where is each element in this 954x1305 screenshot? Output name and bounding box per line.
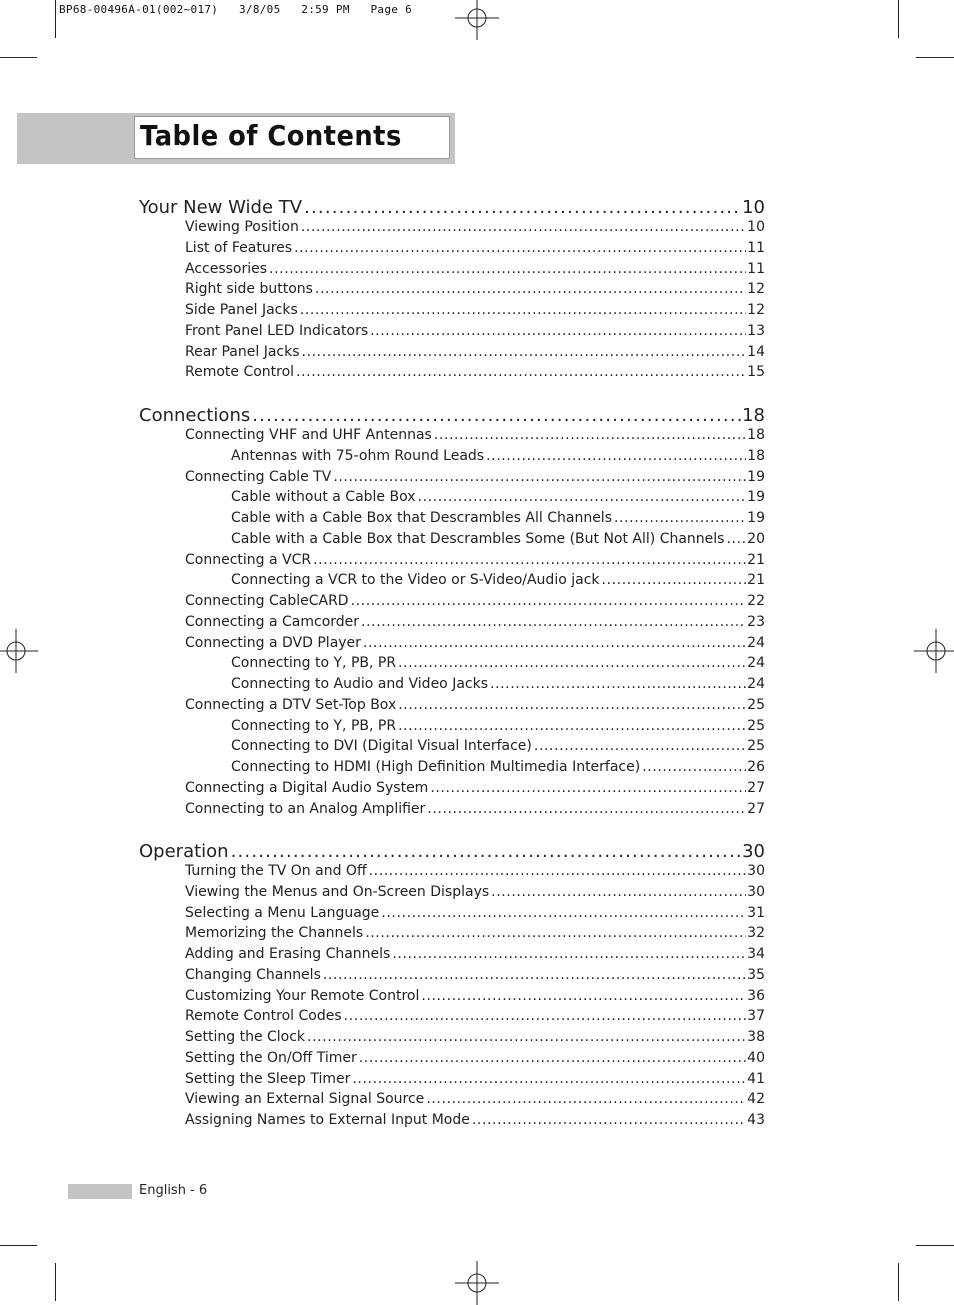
toc-entry[interactable] <box>231 530 765 549</box>
toc-page-number: 12 <box>747 302 765 318</box>
toc-entry-label: Connecting to HDMI (High Definition Multimedia Interface) <box>231 759 641 775</box>
toc-page-number: 27 <box>747 779 765 796</box>
toc-entry[interactable] <box>185 218 765 237</box>
dot-leader <box>269 260 746 279</box>
dot-leader <box>296 363 746 382</box>
toc-section-heading[interactable] <box>139 404 765 428</box>
registration-mark-icon <box>0 629 38 673</box>
toc-entry[interactable] <box>231 717 765 736</box>
toc-page-number: 30 <box>742 841 765 862</box>
toc-page-number: 26 <box>747 759 765 775</box>
toc-page-number: 24 <box>747 634 765 651</box>
toc-page-number: 25 <box>747 696 765 713</box>
toc-page-number: 18 <box>742 405 765 426</box>
toc-entry-label: Viewing an External Signal Source <box>185 1091 425 1108</box>
toc-page-number: 20 <box>747 530 765 547</box>
dot-leader <box>426 1090 746 1109</box>
toc-entry-label: Viewing Position <box>185 219 299 235</box>
toc-entry-label: Connecting a DTV Set-Top Box <box>185 696 397 713</box>
toc-entry[interactable] <box>185 280 765 299</box>
crop-mark <box>898 1263 899 1301</box>
toc-entry-label: Customizing Your Remote Control <box>185 987 420 1004</box>
toc-entry-label: Operation <box>139 841 229 862</box>
dot-leader <box>491 883 746 902</box>
toc-page-number: 18 <box>747 447 765 464</box>
toc-section-heading[interactable] <box>139 840 765 864</box>
toc-entry[interactable] <box>231 654 765 673</box>
toc-page-number: 19 <box>747 468 765 485</box>
toc-entry-label: Side Panel Jacks <box>185 302 298 318</box>
toc-entry-label: Viewing the Menus and On-Screen Displays <box>185 883 490 900</box>
dot-leader <box>301 218 746 237</box>
toc-page-number: 27 <box>747 800 765 817</box>
toc-entry-label: Turning the TV On and Off <box>185 863 367 879</box>
toc-entry[interactable] <box>185 301 765 320</box>
toc-entry[interactable] <box>231 737 765 756</box>
crop-mark <box>0 1245 37 1246</box>
dot-leader <box>294 239 746 258</box>
toc-entry[interactable] <box>185 343 765 362</box>
toc-entry[interactable] <box>231 447 765 466</box>
toc-entry-label: Connecting Cable TV <box>185 468 332 485</box>
toc-entry-label: Cable with a Cable Box that Descrambles Some (But Not All) Channels <box>231 530 725 547</box>
toc-page-number: 30 <box>747 863 765 879</box>
toc-entry[interactable] <box>231 758 765 777</box>
toc-entry-label: Connecting to Y, PB, PR <box>231 655 397 672</box>
dot-leader <box>614 509 746 528</box>
toc-entry-label: Accessories <box>185 260 268 277</box>
dot-leader <box>361 613 746 632</box>
toc-page-number: 43 <box>747 1112 765 1128</box>
dot-leader <box>602 571 747 590</box>
toc-entry-label: Connecting a VCR <box>185 551 312 568</box>
toc-page-number: 24 <box>747 676 765 692</box>
toc-entry[interactable] <box>185 883 765 902</box>
dot-leader <box>486 447 746 466</box>
toc-entry-label: Connecting a Digital Audio System <box>185 779 429 796</box>
toc-entry-label: Connections <box>139 405 251 426</box>
toc-page-number: 21 <box>747 551 765 568</box>
toc-entry-label: Your New Wide TV <box>139 197 303 218</box>
dot-leader <box>430 779 746 798</box>
toc-entry[interactable] <box>185 468 765 487</box>
toc-entry-label: Memorizing the Channels <box>185 925 364 942</box>
toc-entry[interactable] <box>231 488 765 507</box>
dot-leader <box>398 696 746 715</box>
toc-entry-label: Connecting to an Analog Amplifier <box>185 800 426 817</box>
crop-mark <box>898 0 899 38</box>
toc-page-number: 10 <box>742 197 765 218</box>
registration-mark-icon <box>914 629 954 673</box>
toc-entry-label: Cable without a Cable Box <box>231 489 416 506</box>
toc-entry-label: Connecting to Y, PB, PR <box>231 717 397 734</box>
toc-entry[interactable] <box>185 592 765 611</box>
toc-page-number: 36 <box>747 987 765 1004</box>
dot-leader <box>370 322 746 341</box>
dot-leader <box>359 1049 746 1068</box>
toc-entry[interactable] <box>185 1111 765 1130</box>
toc-entry[interactable] <box>185 426 765 445</box>
toc-entry-label: Cable with a Cable Box that Descrambles All Channels <box>231 510 612 526</box>
page-number: English - 6 <box>139 1183 208 1198</box>
dot-leader <box>490 675 746 694</box>
toc-entry[interactable] <box>185 945 765 964</box>
toc-entry-label: Setting the Clock <box>185 1029 306 1045</box>
dot-leader <box>315 280 746 299</box>
toc-entry[interactable] <box>185 613 765 632</box>
toc-section-heading[interactable] <box>139 196 765 220</box>
dot-leader <box>352 1070 746 1089</box>
dot-leader <box>231 840 742 864</box>
toc-page-number: 31 <box>747 904 765 921</box>
toc-entry-label: Remote Control Codes <box>185 1008 342 1025</box>
toc-page-number: 40 <box>747 1049 765 1066</box>
dot-leader <box>304 196 741 220</box>
toc-entry-label: Rear Panel Jacks <box>185 343 300 360</box>
title-box <box>134 116 450 159</box>
toc-page-number: 19 <box>747 510 765 526</box>
toc-entry[interactable] <box>231 509 765 528</box>
dot-leader <box>472 1111 746 1130</box>
toc-entry[interactable] <box>231 675 765 694</box>
toc-page-number: 14 <box>747 343 765 360</box>
dot-leader <box>363 634 746 653</box>
toc-entry-label: List of Features <box>185 239 293 256</box>
toc-page-number: 22 <box>747 593 765 609</box>
toc-entry-label: Changing Channels <box>185 966 321 983</box>
toc-page-number: 25 <box>747 738 765 755</box>
registration-mark-icon <box>455 0 499 40</box>
dot-leader <box>418 488 747 507</box>
toc-entry[interactable] <box>185 800 765 819</box>
toc-entry-label: Right side buttons <box>185 281 313 298</box>
toc-page-number: 24 <box>747 655 765 672</box>
toc-entry-label: Assigning Names to External Input Mode <box>185 1112 470 1128</box>
toc-entry[interactable] <box>185 1049 765 1068</box>
dot-leader <box>398 717 746 736</box>
toc-entry-label: Selecting a Menu Language <box>185 904 380 921</box>
registration-mark-icon <box>455 1261 499 1305</box>
toc-page-number: 37 <box>747 1008 765 1025</box>
crop-mark <box>55 0 56 38</box>
crop-mark <box>55 1263 56 1301</box>
toc-entry-label: Antennas with 75-ohm Round Leads <box>231 447 485 464</box>
toc-page-number: 11 <box>747 239 765 256</box>
toc-entry[interactable] <box>185 551 765 570</box>
dot-leader <box>534 737 746 756</box>
dot-leader <box>344 1007 747 1026</box>
dot-leader <box>642 758 746 777</box>
dot-leader <box>381 904 746 923</box>
toc-entry[interactable] <box>185 634 765 653</box>
crop-mark <box>916 57 954 58</box>
page-title: Table of Contents <box>140 119 402 152</box>
dot-leader <box>365 924 746 943</box>
print-header: BP68-00496A-01(002~017) 3/8/05 2:59 PM Page 6 <box>59 3 413 16</box>
dot-leader <box>252 404 741 428</box>
dot-leader <box>392 945 746 964</box>
dot-leader <box>421 987 746 1006</box>
toc-entry-label: Setting the Sleep Timer <box>185 1070 351 1087</box>
toc-entry-label: Connecting a VCR to the Video or S-Video/Audio jack <box>231 572 600 589</box>
toc-page-number: 30 <box>747 883 765 900</box>
toc-page-number: 25 <box>747 717 765 734</box>
toc-entry-label: Connecting to DVI (Digital Visual Interface) <box>231 738 532 755</box>
dot-leader <box>351 592 747 611</box>
dot-leader <box>427 800 746 819</box>
dot-leader <box>369 862 747 881</box>
dot-leader <box>313 551 746 570</box>
toc-page-number: 15 <box>747 364 765 381</box>
toc-entry[interactable] <box>185 904 765 923</box>
toc-entry-label: Connecting a DVD Player <box>185 634 361 651</box>
toc-page-number: 13 <box>747 322 765 339</box>
dot-leader <box>434 426 746 445</box>
toc-page-number: 34 <box>747 946 765 962</box>
toc-page-number: 10 <box>747 219 765 235</box>
crop-mark <box>916 1245 954 1246</box>
dot-leader <box>307 1028 746 1047</box>
dot-leader <box>333 468 746 487</box>
dot-leader <box>398 654 746 673</box>
toc-page-number: 32 <box>747 925 765 942</box>
toc-page-number: 41 <box>747 1070 765 1087</box>
toc-page-number: 19 <box>747 489 765 506</box>
toc-entry-label: Connecting a Camcorder <box>185 613 360 630</box>
toc-entry[interactable] <box>185 260 765 279</box>
toc-entry-label: Setting the On/Off Timer <box>185 1049 357 1066</box>
dot-leader <box>302 343 747 362</box>
toc-entry-label: Connecting to Audio and Video Jacks <box>231 676 489 692</box>
toc-entry[interactable] <box>231 571 765 590</box>
toc-entry[interactable] <box>185 1090 765 1109</box>
toc-entry[interactable] <box>185 987 765 1006</box>
toc-entry[interactable] <box>185 239 765 258</box>
toc-page-number: 11 <box>747 260 765 277</box>
toc-entry[interactable] <box>185 696 765 715</box>
toc-page-number: 35 <box>747 966 765 983</box>
toc-entry[interactable] <box>185 322 765 341</box>
toc-entry-label: Remote Control <box>185 364 295 381</box>
toc-entry[interactable] <box>185 1070 765 1089</box>
dot-leader <box>300 301 746 320</box>
toc-entry-label: Adding and Erasing Channels <box>185 946 391 962</box>
toc-page-number: 23 <box>747 613 765 630</box>
toc-page-number: 18 <box>747 427 765 443</box>
toc-entry[interactable] <box>185 966 765 985</box>
toc-entry-label: Connecting VHF and UHF Antennas <box>185 427 432 443</box>
toc-entry-label: Front Panel LED Indicators <box>185 322 369 339</box>
toc-entry[interactable] <box>185 924 765 943</box>
crop-mark <box>0 57 37 58</box>
toc-page-number: 21 <box>747 572 765 589</box>
toc-page-number: 42 <box>747 1091 765 1108</box>
toc-entry-label: Connecting CableCARD <box>185 593 349 609</box>
toc-entry[interactable] <box>185 1007 765 1026</box>
toc-entry[interactable] <box>185 1028 765 1047</box>
footer-bar <box>68 1184 132 1199</box>
toc-entry[interactable] <box>185 779 765 798</box>
dot-leader <box>726 530 746 549</box>
toc-page-number: 12 <box>747 281 765 298</box>
toc-page-number: 38 <box>747 1029 765 1045</box>
toc-entry[interactable] <box>185 363 765 382</box>
toc-entry[interactable] <box>185 862 765 881</box>
dot-leader <box>323 966 746 985</box>
